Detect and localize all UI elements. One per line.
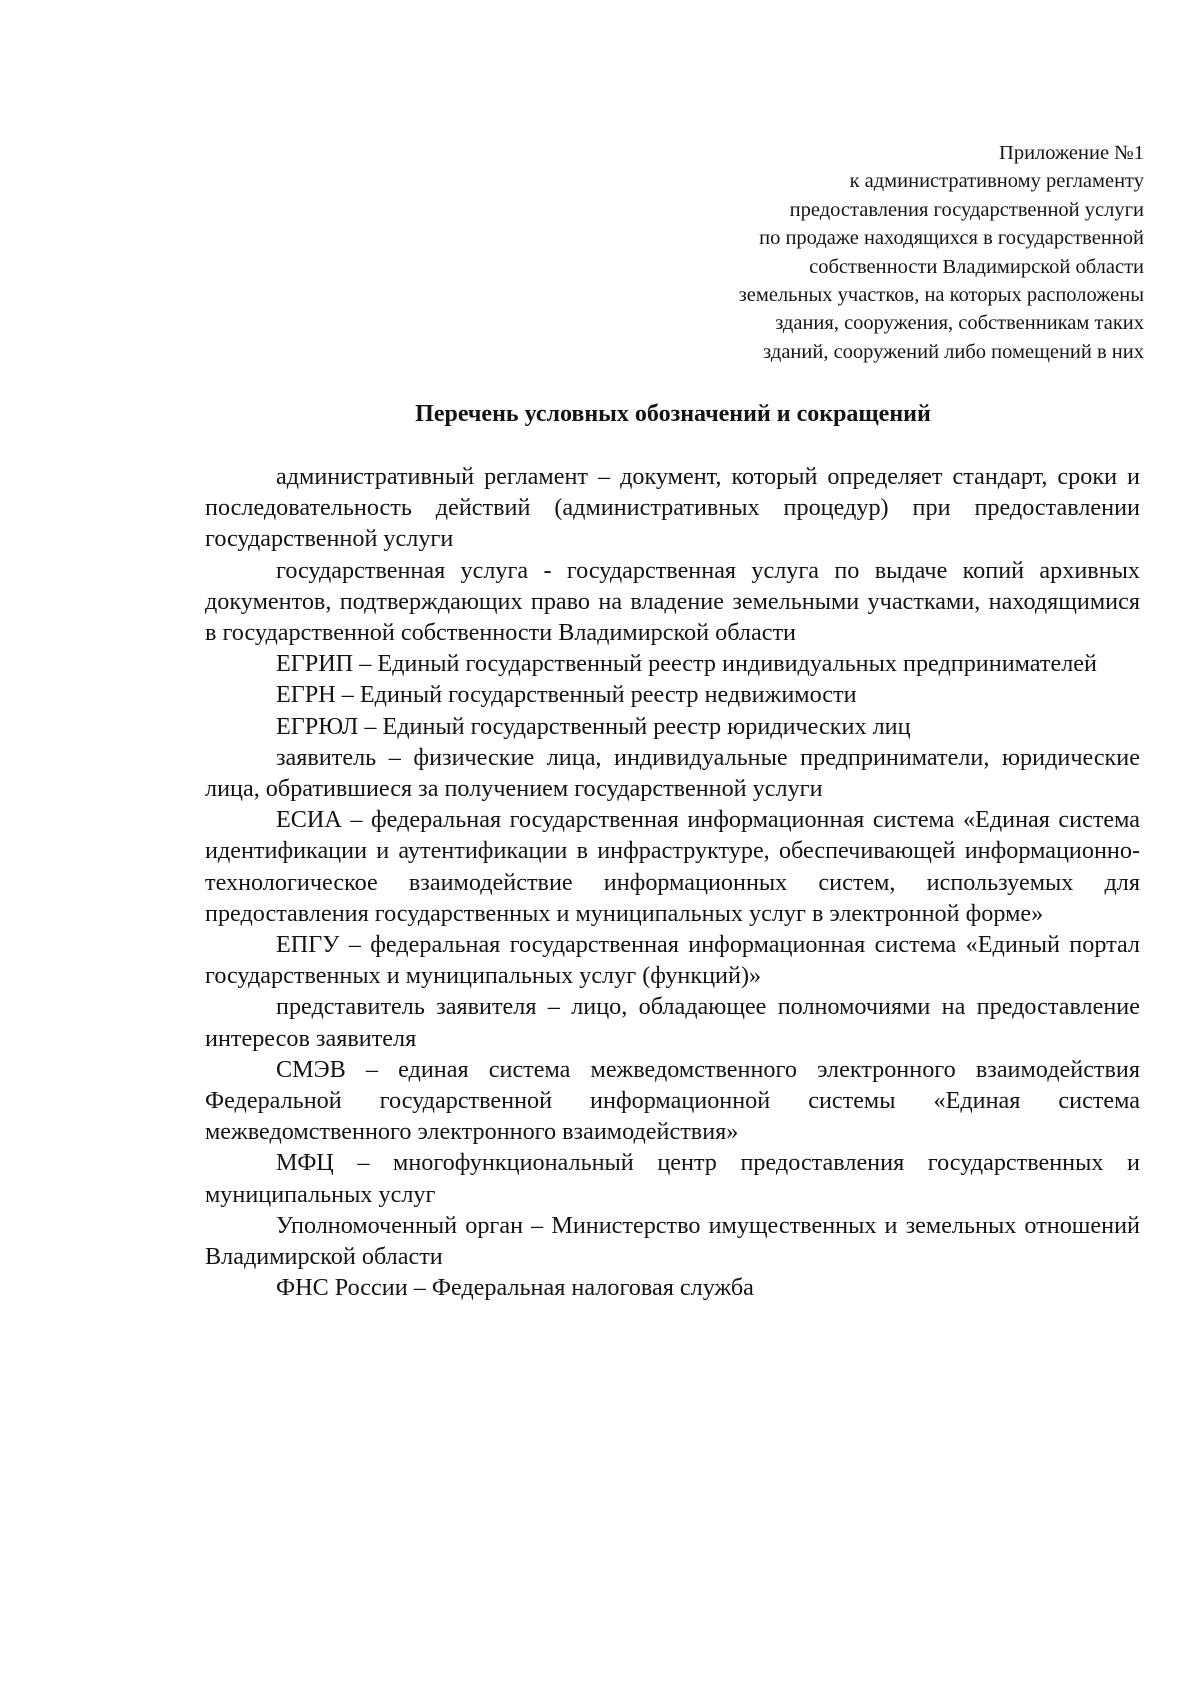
definition-paragraph: ФНС России – Федеральная налоговая служба <box>276 1274 754 1302</box>
definition-paragraph: МФЦ – многофункциональный центр предоставления государственных и муниципальных услуг <box>205 1149 1140 1208</box>
definition-paragraph: ЕПГУ – федеральная государственная информационная система «Единый портал государственных и муниципальных услуг (функций)» <box>205 931 1140 990</box>
definition-paragraph: представитель заявителя – лицо, обладающее полномочиями на предоставление интересов заявителя <box>205 993 1140 1052</box>
definitions-list <box>205 461 1140 1303</box>
definition-paragraph: ЕГРИП – Единый государственный реестр индивидуальных предпринимателей <box>276 650 1097 678</box>
definition-paragraph: Уполномоченный орган – Министерство имущественных и земельных отношений Владимирской области <box>205 1211 1140 1271</box>
appendix-header-line: предоставления государственной услуги <box>789 198 1144 221</box>
appendix-header-line: земельных участков, на которых расположены <box>738 284 1144 307</box>
definition-paragraph: СМЭВ – единая система межведомственного электронного взаимодействия Федеральной государственной информационной системы «Единая система межведомственного электронного взаимодействия» <box>205 1055 1140 1146</box>
appendix-header-line: здания, сооружения, собственникам таких <box>775 312 1144 335</box>
definition-paragraph: административный регламент – документ, который определяет стандарт, сроки и последовательность действий (административных процедур) при предоставлении государственной услуги <box>205 463 1140 553</box>
definition-paragraph: государственная услуга - государственная услуга по выдаче копий архивных документов, подтверждающих право на владение земельными участками, находящимися в государственной собственности Владимирской области <box>205 556 1140 647</box>
definition-paragraph: ЕГРН – Единый государственный реестр недвижимости <box>276 681 857 709</box>
appendix-header-line: к административному регламенту <box>849 170 1144 193</box>
appendix-header <box>584 139 1144 366</box>
definition-paragraph: заявитель – физические лица, индивидуальные предприниматели, юридические лица, обратившиеся за получением государственной услуги <box>205 743 1140 803</box>
appendix-header-line: зданий, сооружений либо помещений в них <box>763 340 1144 363</box>
definition-paragraph: ЕГРЮЛ – Единый государственный реестр юридических лиц <box>276 712 911 740</box>
appendix-header-line: собственности Владимирской области <box>809 255 1144 278</box>
appendix-header-line: Приложение №1 <box>999 142 1144 164</box>
definition-paragraph: ЕСИА – федеральная государственная информационная система «Единая система идентификации и аутентификации в инфраструктуре, обеспечивающей информационно-технологическое взаимодействие информационных систем, используемых для предоставления государственных и муниципальных услуг в электронной форме» <box>205 806 1140 927</box>
appendix-header-line: по продаже находящихся в государственной <box>759 227 1144 250</box>
document-title: Перечень условных обозначений и сокращений <box>415 401 931 427</box>
